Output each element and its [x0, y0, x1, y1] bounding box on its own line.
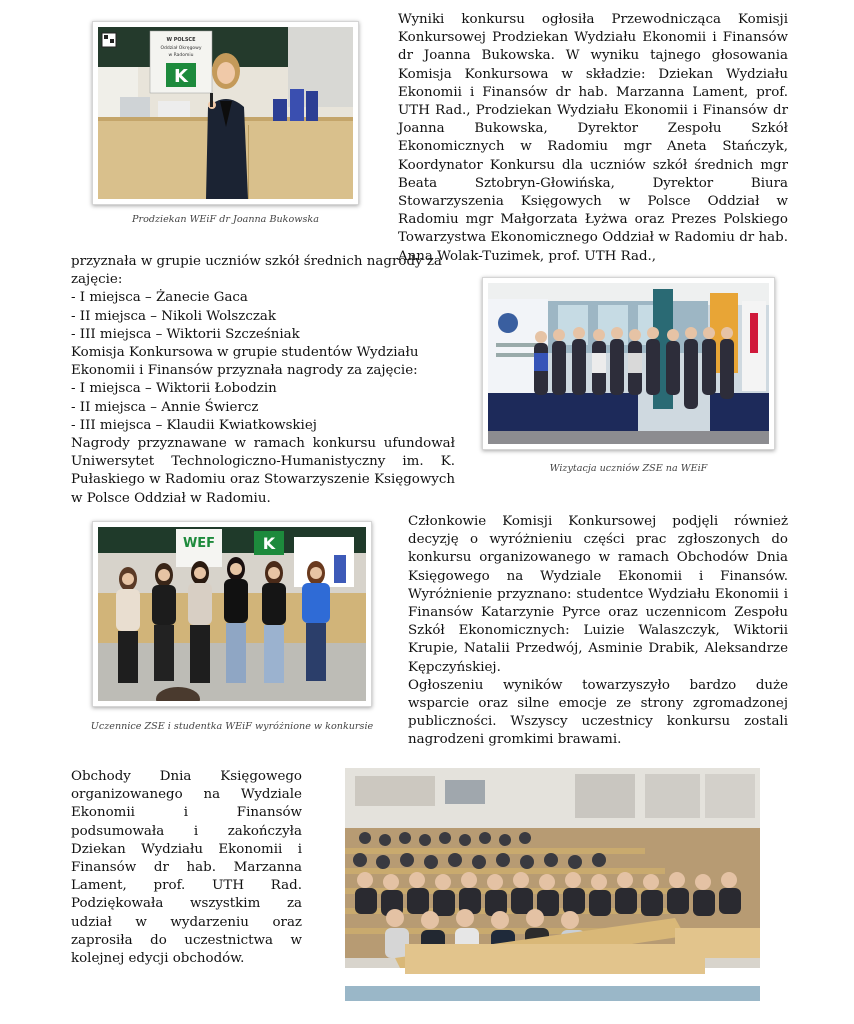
awards-intro: przyznała w grupie uczniów szkół średnich nagrody za zajęcie:	[71, 254, 442, 288]
distinctions-paragraph: Członkowie Komisji Konkursowej podjęli również decyzję o wyróżnieniu części prac zgłoszonych do konkursu organizowanego w ramach Obchodów Dnia Księgowego na Wydziale Ekonomii i Finansów. Wyróżnienie przyznano: studentce Wydziału Ekonomii i Finansów Katarzynie Pyrce oraz uczennicom Zespołu Szkół Ekonomicznych: Luizie Walaszczyk, Wiktorii Krupie, Natalii Przedwój, Asminie Drabik, Aleksandrze Kępczyńskiej.	[408, 514, 788, 675]
photo-audience	[345, 768, 760, 1001]
list-item: - II miejsca – Nikoli Wolszczak	[71, 308, 277, 324]
caption-photo-wizytacja: Wizytacja uczniów ZSE na WEiF	[549, 463, 708, 474]
audience-paragraph: Ogłoszeniu wyników towarzyszyło bardzo duże wsparcie oraz silne emocje ze strony zgromadzonej publiczności. Wszyscy uczestnicy konkursu zostali nagrodzeni gromkimi brawami.	[408, 677, 788, 748]
list-item: - III miejsca – Wiktorii Szcześniak	[71, 326, 300, 342]
list-item: - II miejsca – Annie Świercz	[71, 399, 259, 415]
student-awards-list	[71, 380, 455, 435]
text-block-results-announcement	[398, 11, 788, 266]
logo-weif-text: WEF	[182, 536, 216, 551]
photo-wyroznione	[92, 521, 372, 707]
photo-prodziekan	[92, 21, 359, 205]
students-awards-intro: Komisja Konkursowa w grupie studentów Wydziału Ekonomii i Finansów przyznała nagrody za zajęcie:	[71, 345, 419, 379]
photo-prodziekan-image	[98, 27, 353, 199]
school-awards-list	[71, 289, 455, 344]
sponsors-paragraph: Nagrody przyznawane w ramach konkursu ufundował Uniwersytet Technologiczno-Humanistyczny im. K. Pułaskiego w Radomiu oraz Stowarzyszenie Księgowych w Polsce Oddział w Radomiu.	[71, 436, 455, 506]
text-block-awards	[71, 253, 455, 508]
caption-photo-wyroznione: Uczennice ZSE i studentka WEiF wyróżnione w konkursie	[90, 721, 374, 732]
photo-wyroznione-image	[98, 527, 366, 701]
photo-audience-image	[345, 768, 760, 1001]
photo-wizytacja	[482, 277, 775, 450]
logo-k-text: K	[262, 534, 276, 553]
list-item: - I miejsca – Wiktorii Łobodzin	[71, 381, 277, 397]
results-announcement-paragraph: Wyniki konkursu ogłosiła Przewodnicząca Komisji Konkursowej Prodziekan Wydziału Ekonomii i Finansów dr Joanna Bukowska. W wyniku tajnego głosowania Komisja Konkursowa w składzie: Dziekan Wydziału Ekonomii i Finansów dr hab. Marzanna Lament, prof. UTH Rad., Prodziekan Wydziału Ekonomii i Finansów dr Joanna Bukowska, Dyrektor Zespołu Szkół Ekonomicznych w Radomiu mgr Aneta Stańczyk, Koordynator Konkursu dla uczniów szkół średnich mgr Beata Sztobryn-Głowińska, Dyrektor Biura Stowarzyszenia Księgowych w Polsce Oddział w Radomiu mgr Małgorzata Łyżwa oraz Prezes Polskiego Towarzystwa Ekonomicznego Oddział w Radomiu dr hab. Anna Wolak-Tuzimek, prof. UTH Rad.,	[398, 12, 788, 264]
list-item: - I miejsca – Żanecie Gaca	[71, 290, 248, 306]
text-block-distinctions	[408, 513, 788, 750]
logo-k-letter: K	[174, 66, 188, 87]
banner-line-2: Oddział Okręgowy	[160, 46, 202, 51]
banner-line-3: w Radomiu	[168, 53, 194, 58]
caption-photo-prodziekan: Prodziekan WEiF dr Joanna Bukowska	[132, 214, 319, 225]
list-item: - III miejsca – Klaudii Kwiatkowskiej	[71, 417, 317, 433]
summary-paragraph: Obchody Dnia Księgowego organizowanego na Wydziale Ekonomii i Finansów podsumowała i zakończyła Dziekan Wydziału Ekonomii i Finansów dr hab. Marzanna Lament, prof. UTH Rad. Podziękowała wszystkim za udział w wydarzeniu oraz zaprosiła do uczestnictwa w kolejnej edycji obchodów.	[71, 769, 302, 967]
photo-wizytacja-image	[488, 283, 769, 444]
text-block-summary	[71, 768, 302, 968]
banner-line-1: W POLSCE	[166, 37, 196, 43]
